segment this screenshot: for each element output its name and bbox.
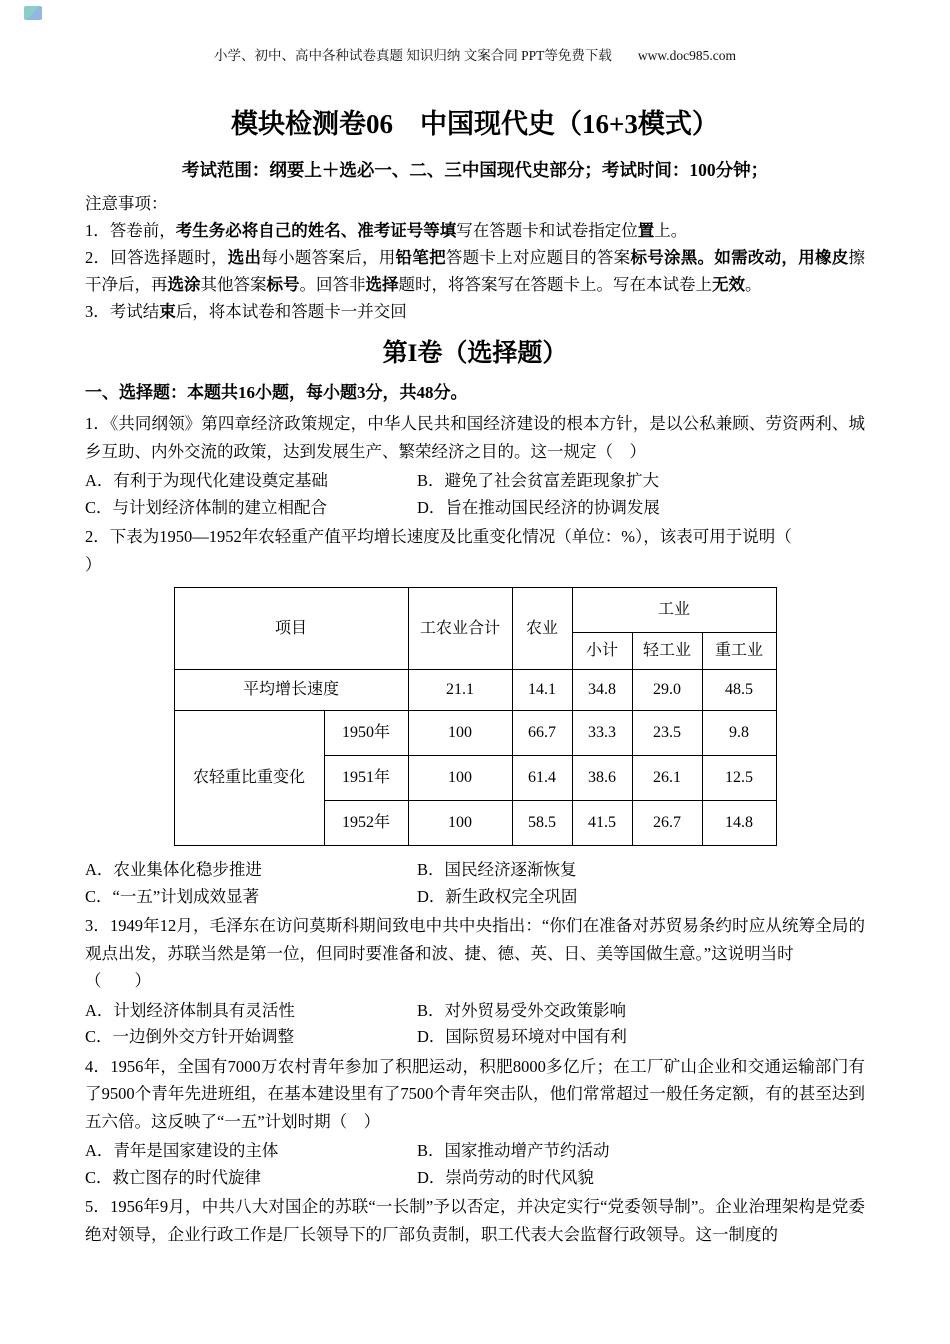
- site-header-text: 小学、初中、高中各种试卷真题 知识归纳 文案合同 PPT等免费下载: [214, 48, 612, 63]
- table-cell: 26.7: [632, 801, 702, 846]
- question-1-option-d: D．旨在推动国民经济的协调发展: [417, 497, 660, 517]
- cell-growth-light: 29.0: [632, 670, 702, 711]
- question-3-option-b: B．对外贸易受外交政策影响: [417, 1000, 627, 1020]
- cell-growth-agri: 14.1: [512, 670, 572, 711]
- question-3-options: [85, 998, 865, 1051]
- cell-industry-header: 工业: [572, 588, 776, 633]
- table-cell: 33.3: [572, 711, 632, 756]
- question-2-text-close: ）: [85, 554, 102, 574]
- question-4-option-a: A．青年是国家建设的主体: [85, 1141, 279, 1160]
- cell-total-header: 工农业合计: [408, 588, 512, 670]
- table-cell: 41.5: [572, 801, 632, 846]
- question-2-option-a: A．农业集体化稳步推进: [85, 860, 262, 879]
- question-1-options: [85, 468, 865, 521]
- cell-share-label: 农轻重比重变化: [174, 711, 324, 846]
- question-3-text: 3．1949年12月，毛泽东在访问莫斯科期间致电中共中央指出：“你们在准备对苏贸易条约时应从统筹全局的观点出发，苏联当然是第一位，但同时要准备和波、捷、德、英、日、美等国做生意。”这说明当时: [85, 916, 865, 963]
- question-3-option-d: D．国际贸易环境对中国有利: [417, 1027, 627, 1046]
- q2-data-table: [174, 587, 777, 846]
- table-cell: 58.5: [512, 801, 572, 846]
- question-3-option-a: A．计划经济体制具有灵活性: [85, 1000, 295, 1020]
- page-title: 模块检测卷06 中国现代史（16+3模式）: [231, 109, 719, 139]
- section-title: 第I卷（选择题）: [382, 340, 568, 367]
- table-cell: 12.5: [702, 756, 776, 801]
- cell-year-1950: 1950年: [324, 711, 408, 756]
- cell-subtotal-header: 小计: [572, 633, 632, 670]
- table-cell: 100: [408, 711, 512, 756]
- option-row: [85, 998, 865, 1025]
- question-1-option-c: C．与计划经济体制的建立相配合: [85, 497, 328, 517]
- question-1-text: 1．《共同纲领》第四章经济政策规定，中华人民共和国经济建设的根本方针，是以公私兼顾、劳资两利、城乡互助、内外交流的政策，达到发展生产、繁荣经济之目的。这一规定（ ）: [85, 414, 865, 461]
- table-cell: 61.4: [512, 756, 572, 801]
- option-row: [85, 468, 865, 495]
- site-url-link[interactable]: www.doc985.com: [637, 48, 736, 63]
- table-cell: 66.7: [512, 711, 572, 756]
- question-4-option-d: D．崇尚劳动的时代风貌: [417, 1167, 594, 1187]
- exam-scope-line: 考试范围：纲要上＋选必一、二、三中国现代史部分；考试时间：100分钟；: [181, 160, 769, 180]
- question-1-option-a: A．有利于为现代化建设奠定基础: [85, 471, 328, 490]
- option-row: [85, 857, 865, 884]
- question-5-text: 5．1956年9月，中共八大对国企的苏联“一长制”予以否定，并决定实行“党委领导制”。企业治理架构是党委绝对领导，企业行政工作是厂长领导下的厂部负责制，职工代表大会监督行政领导。这一制度的: [85, 1197, 865, 1244]
- question-1-option-b: B．避免了社会贫富差距现象扩大: [417, 471, 660, 490]
- question-4-text: 4．1956年，全国有7000万农村青年参加了积肥运动，积肥8000多亿斤；在工厂矿山企业和交通运输部门有了9500个青年先进班组，在基本建设里有了7500个青年突击队，他们常常超过一般任务定额，有的甚至达到五六倍。这反映了“一五”计划时期（ ）: [85, 1056, 865, 1131]
- question-2-option-b: B．国民经济逐渐恢复: [417, 860, 577, 879]
- option-row: [85, 1138, 865, 1165]
- table-cell: 100: [408, 756, 512, 801]
- table-cell: 23.5: [632, 711, 702, 756]
- cell-year-1951: 1951年: [324, 756, 408, 801]
- table-cell: 9.8: [702, 711, 776, 756]
- option-row: [85, 1024, 865, 1051]
- option-row: [85, 495, 865, 522]
- question-4-option-c: C．救亡图存的时代旋律: [85, 1167, 262, 1187]
- cell-growth-sub: 34.8: [572, 670, 632, 711]
- notes-block: [85, 190, 865, 325]
- question-2-options: [85, 857, 865, 910]
- cell-heavy-header: 重工业: [702, 633, 776, 670]
- option-row: [85, 884, 865, 911]
- question-2-text: 2．下表为1950—1952年农轻重产值平均增长速度及比重变化情况（单位：%），该表可用于说明（: [85, 527, 792, 546]
- cell-growth-total: 21.1: [408, 670, 512, 711]
- question-2-option-c: C．“一五”计划成效显著: [85, 886, 260, 906]
- question-2-option-d: D．新生政权完全巩固: [417, 886, 578, 906]
- notes-heading: 注意事项：: [85, 194, 168, 213]
- table-cell: 100: [408, 801, 512, 846]
- question-4-options: [85, 1138, 865, 1191]
- cell-project-header: 项目: [174, 588, 408, 670]
- note-item-1: 1．答卷前，考生务必将自己的姓名、准考证号等填写在答题卡和试卷指定位置上。: [85, 221, 688, 240]
- question-4-option-b: B．国家推动增产节约活动: [417, 1141, 610, 1160]
- cell-agri-header: 农业: [512, 588, 572, 670]
- cell-growth-label: 平均增长速度: [174, 670, 408, 711]
- cell-growth-heavy: 48.5: [702, 670, 776, 711]
- site-header: [85, 46, 865, 66]
- note-item-3: 3．考试结束后，将本试卷和答题卡一并交回: [85, 302, 407, 321]
- cell-year-1952: 1952年: [324, 801, 408, 846]
- table-cell: 38.6: [572, 756, 632, 801]
- table-cell: 14.8: [702, 801, 776, 846]
- option-row: [85, 1165, 865, 1192]
- cell-light-header: 轻工业: [632, 633, 702, 670]
- question-3-text-close: （ ）: [85, 971, 151, 990]
- table-cell: 26.1: [632, 756, 702, 801]
- note-item-2: 2．回答选择题时，选出每小题答案后，用铅笔把答题卡上对应题目的答案标号涂黑。如需改动，用橡皮擦干净后，再选涂其他答案标号。回答非选择题时，将答案写在答题卡上。写在本试卷上无效。: [85, 248, 866, 294]
- question-3-option-c: C．一边倒外交方针开始调整: [85, 1027, 295, 1046]
- section-instructions: 一、选择题：本题共16小题，每小题3分，共48分。: [85, 383, 468, 402]
- corner-logo-icon: [24, 6, 42, 20]
